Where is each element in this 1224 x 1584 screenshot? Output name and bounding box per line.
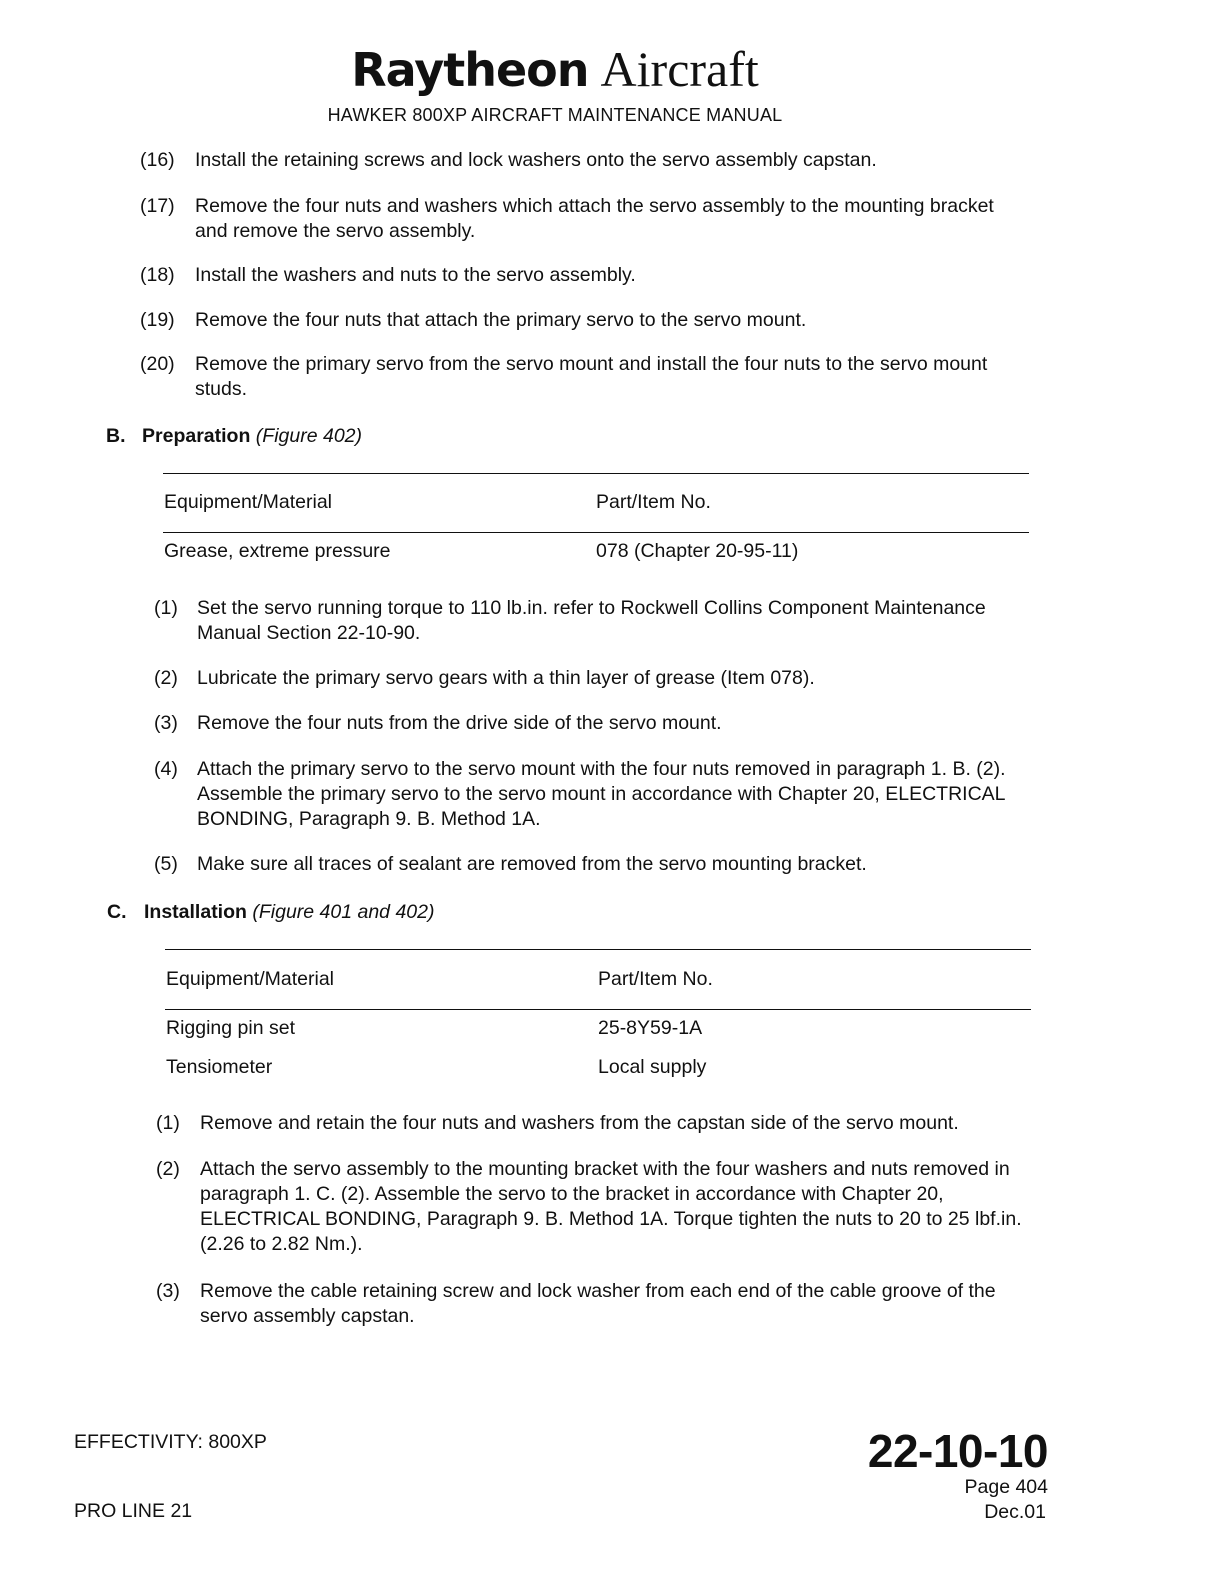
table-cell-part: 078 (Chapter 20-95-11) — [596, 540, 799, 562]
removal-step-20 — [140, 352, 1030, 402]
column-header-equipment: Equipment/Material — [164, 491, 332, 513]
install-step-1 — [156, 1111, 1046, 1136]
step-number: (16) — [140, 149, 175, 171]
install-step-2 — [156, 1157, 1046, 1257]
step-text: Remove the four nuts and washers which attach the servo assembly to the mounting bracket and remove the servo assembly. — [195, 195, 994, 242]
figure-reference: (Figure 402) — [255, 425, 363, 447]
table-cell-item: Tensiometer — [166, 1056, 273, 1078]
step-number: (2) — [156, 1158, 180, 1180]
step-number: (3) — [156, 1280, 180, 1302]
step-number: (17) — [140, 195, 175, 217]
step-text: Remove the primary servo from the servo mount and install the four nuts to the servo mount studs. — [195, 353, 988, 400]
removal-step-16 — [140, 148, 1030, 173]
column-header-part: Part/Item No. — [598, 968, 713, 990]
step-text: Install the washers and nuts to the servo assembly. — [195, 264, 636, 286]
section-letter: C. — [107, 901, 127, 923]
logo-brand: Raytheon — [351, 43, 589, 97]
logo-suffix: Aircraft — [600, 41, 759, 97]
removal-step-17 — [140, 194, 1030, 244]
removal-step-18 — [140, 263, 1030, 288]
table-cell-item: Rigging pin set — [166, 1017, 295, 1039]
page-number: Page 404 — [964, 1476, 1048, 1498]
company-logo — [0, 40, 1110, 98]
section-title: Preparation — [142, 425, 251, 447]
install-step-3 — [156, 1279, 1046, 1329]
step-text: Install the retaining screws and lock washers onto the servo assembly capstan. — [195, 149, 877, 171]
step-number: (18) — [140, 264, 175, 286]
step-number: (19) — [140, 309, 175, 331]
chapter-number: 22-10-10 — [867, 1425, 1048, 1477]
step-text: Set the servo running torque to 110 lb.in. refer to Rockwell Collins Component Maintenance Manual Section 22-10-90. — [197, 597, 986, 644]
table-cell-part: Local supply — [598, 1056, 707, 1078]
step-text: Remove and retain the four nuts and washers from the capstan side of the servo mount. — [200, 1112, 959, 1134]
section-heading-preparation — [106, 424, 706, 449]
effectivity-label: EFFECTIVITY: 800XP — [74, 1431, 267, 1453]
figure-reference: (Figure 401 and 402) — [252, 901, 435, 923]
step-number: (1) — [156, 1112, 180, 1134]
step-number: (2) — [154, 667, 178, 689]
step-text: Remove the four nuts that attach the primary servo to the servo mount. — [195, 309, 807, 331]
column-header-equipment: Equipment/Material — [166, 968, 334, 990]
step-text: Lubricate the primary servo gears with a thin layer of grease (Item 078). — [197, 667, 815, 689]
removal-step-19 — [140, 308, 1030, 333]
table-cell-part: 25-8Y59-1A — [598, 1017, 703, 1039]
product-label: PRO LINE 21 — [74, 1500, 193, 1522]
section-letter: B. — [106, 425, 126, 447]
step-text: Remove the cable retaining screw and lock washer from each end of the cable groove of the servo assembly capstan. — [200, 1280, 996, 1327]
step-text: Make sure all traces of sealant are removed from the servo mounting bracket. — [197, 853, 867, 875]
step-number: (3) — [154, 712, 178, 734]
prep-step-2 — [154, 666, 1034, 691]
prep-step-1 — [154, 596, 1034, 646]
step-number: (4) — [154, 758, 178, 780]
table-top-rule — [163, 473, 1029, 474]
manual-title: HAWKER 800XP AIRCRAFT MAINTENANCE MANUAL — [327, 105, 783, 125]
step-text: Remove the four nuts from the drive side of the servo mount. — [197, 712, 722, 734]
step-number: (20) — [140, 353, 175, 375]
table-header-rule — [165, 1009, 1031, 1010]
step-text: Attach the servo assembly to the mounting bracket with the four washers and nuts removed in paragraph 1. C. (2). Assemble the servo to the bracket in accordance with Chapter 20, ELECTRICAL BONDING, Paragraph 9. B. Method 1A. Torque tighten the nuts to 20 to 25 lbf.in. (2.26 to 2.82 Nm.). — [200, 1158, 1022, 1255]
step-number: (5) — [154, 853, 178, 875]
prep-step-5 — [154, 852, 1034, 877]
step-text: Attach the primary servo to the servo mount with the four nuts removed in paragraph 1. B. (2). Assemble the primary servo to the servo mount in accordance with Chapter 20, ELECTRICAL BONDING, Paragraph 9. B. Method 1A. — [197, 758, 1006, 830]
table-header-rule — [163, 532, 1029, 533]
revision-date: Dec.01 — [984, 1501, 1046, 1523]
prep-step-3 — [154, 711, 1034, 736]
step-number: (1) — [154, 597, 178, 619]
table-cell-item: Grease, extreme pressure — [164, 540, 391, 562]
section-heading-installation — [107, 900, 707, 925]
prep-step-4 — [154, 757, 1034, 832]
section-title: Installation — [144, 901, 247, 923]
column-header-part: Part/Item No. — [596, 491, 711, 513]
table-top-rule — [165, 949, 1031, 950]
